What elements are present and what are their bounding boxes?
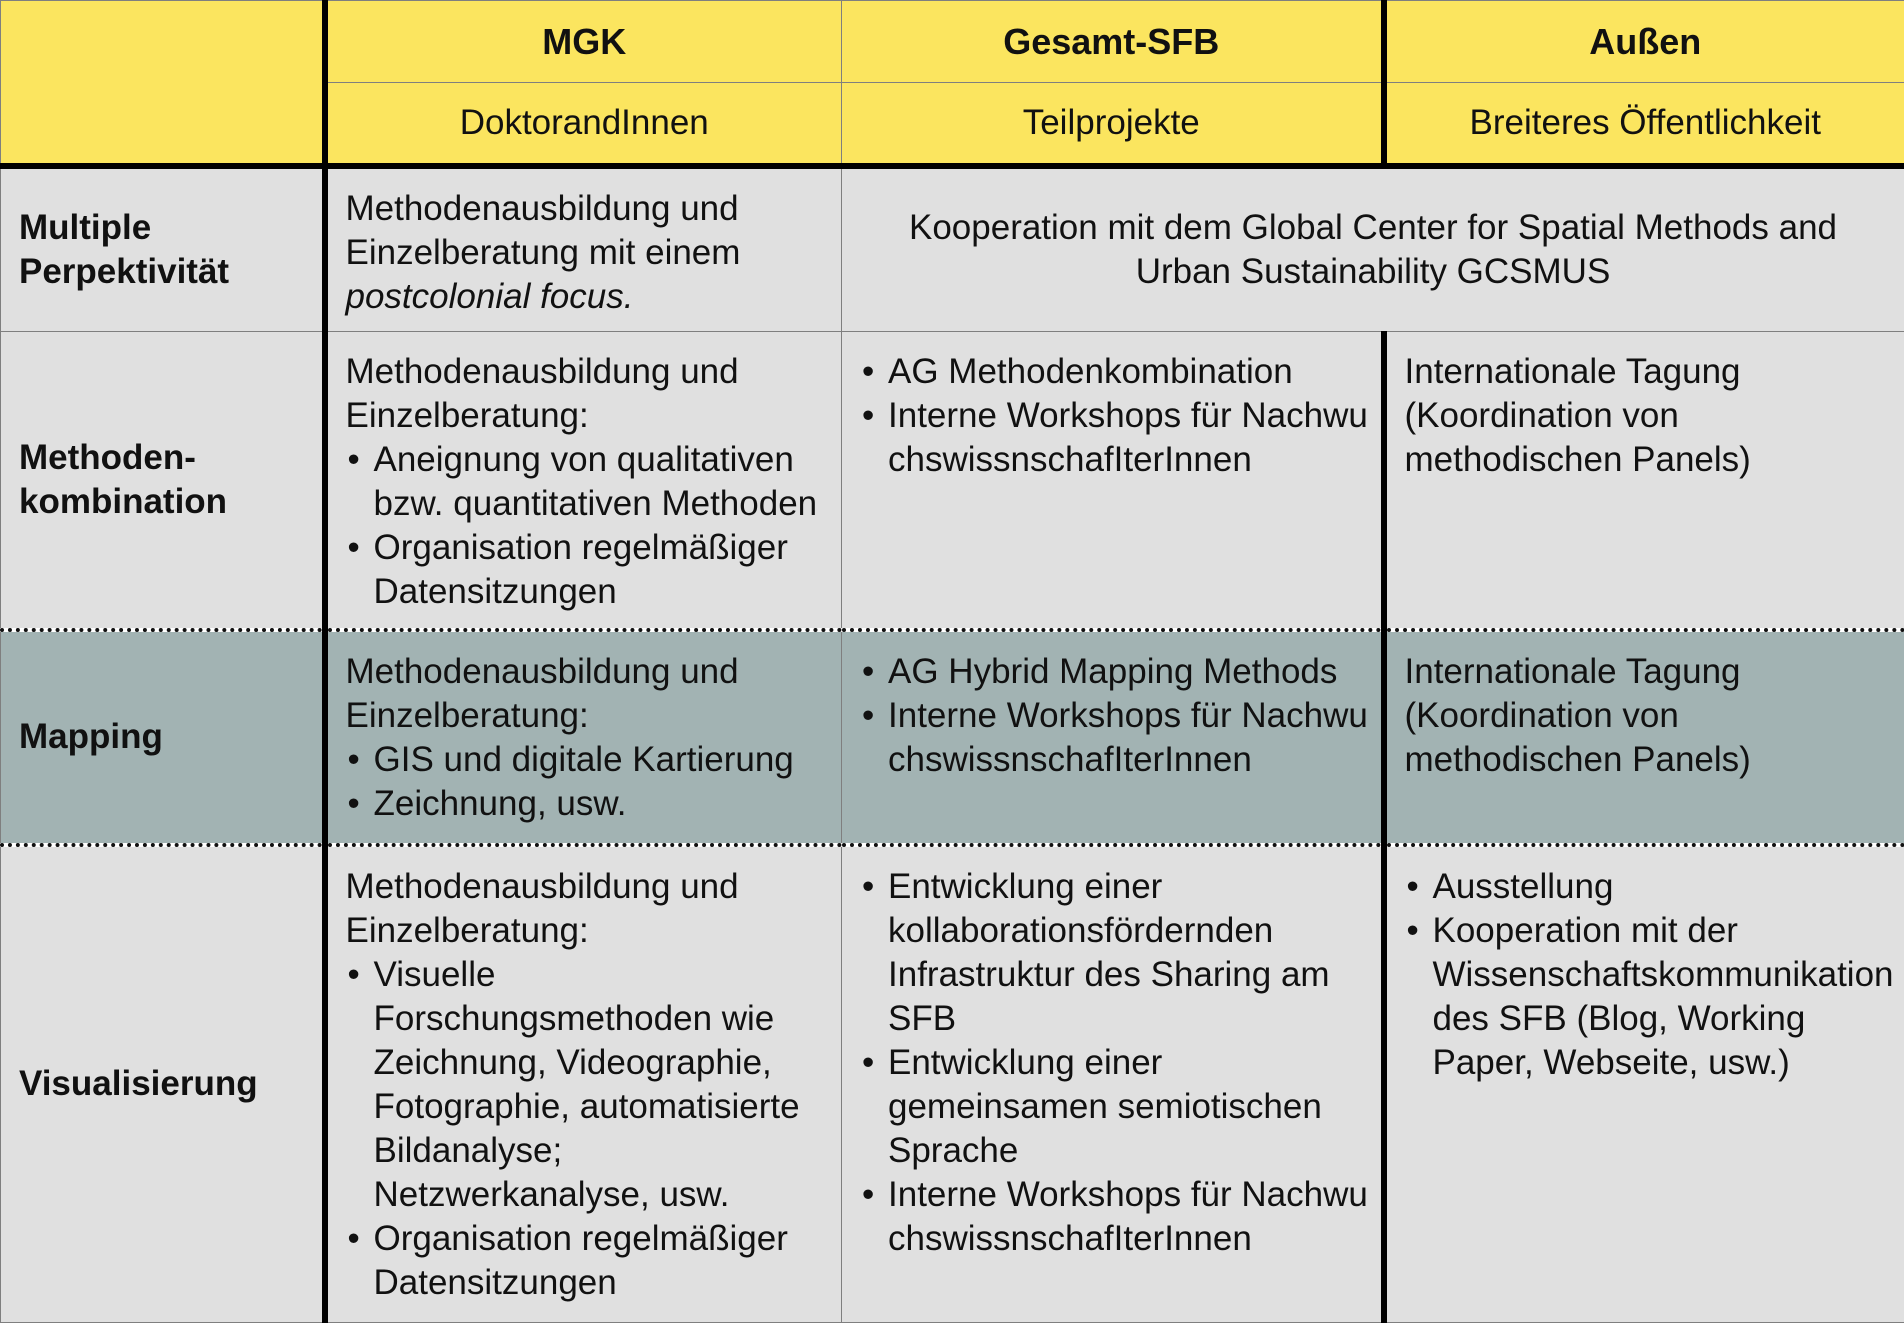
subheader-doktorandinnen: DoktorandInnen [325, 83, 842, 166]
list-item: • Interne Workshops für NachwuchswissnschafIterInnen [860, 394, 1369, 482]
header-row [1, 1, 1904, 83]
cell-text: Methodenausbildung und Einzelberatung mit einem [346, 189, 741, 272]
cell-methoden-sfb [842, 332, 1384, 630]
cell-methoden-mgk [325, 332, 842, 630]
cell-multiple-merged: Kooperation mit dem Global Center for Spatial Methods and Urban Sustainability GCSMUS [842, 166, 1904, 332]
list-item: • Organisation regelmäßiger Datensitzungen [346, 526, 830, 614]
header-aussen: Außen [1384, 1, 1904, 83]
list-item: • AG Methodenkombination [860, 350, 1369, 394]
list-item: • Kooperation mit der Wissenschaftskommunikation des SFB (Blog, Working Paper, Webseite, usw.) [1405, 909, 1893, 1085]
list-item: • Entwicklung einer kollaborationsfördernden Infrastruktur des Sharing am SFB [860, 865, 1369, 1041]
list-item: • Zeichnung, usw. [346, 782, 830, 826]
row-label-line: Perpektivität [19, 250, 322, 294]
list-item: • Ausstellung [1405, 865, 1893, 909]
list-item: • Entwicklung einer gemeinsamen semiotischen Sprache [860, 1041, 1369, 1173]
subheader-oeffentlichkeit: Breiteres Öffentlichkeit [1384, 83, 1904, 166]
header-corner [1, 1, 325, 166]
row-label-line: kombination [19, 480, 322, 524]
row-label-line: Methoden- [19, 436, 322, 480]
row-label-line: Multiple [19, 206, 322, 250]
cell-multiple-mgk [325, 166, 842, 332]
cell-visual-sfb [842, 845, 1384, 1323]
list-item: • Interne Workshops für NachwuchswissnschafIterInnen [860, 694, 1369, 782]
row-multiple-perspektivitaet [1, 166, 1904, 332]
cell-mapping-mgk [325, 630, 842, 845]
row-label-multiple [1, 166, 325, 332]
cell-visual-aussen [1384, 845, 1904, 1323]
row-label-methodenkombination [1, 332, 325, 630]
header-gesamt-sfb: Gesamt-SFB [842, 1, 1384, 83]
list-item: • GIS und digitale Kartierung [346, 738, 830, 782]
list-item: • Organisation regelmäßiger Datensitzungen [346, 1217, 830, 1305]
header-mgk: MGK [325, 1, 842, 83]
row-label-visualisierung: Visualisierung [1, 845, 325, 1323]
cell-visual-mgk [325, 845, 842, 1323]
cell-intro: Methodenausbildung und Einzelberatung: [346, 865, 830, 953]
list-item: • Visuelle Forschungsmethoden wie Zeichnung, Videographie, Fotographie, automatisierte Bildanalyse; Netzwerkanalyse, usw. [346, 953, 830, 1217]
cell-methoden-aussen: Internationale Tagung (Koordination von methodischen Panels) [1384, 332, 1904, 630]
cell-intro: Methodenausbildung und Einzelberatung: [346, 650, 830, 738]
row-mapping [1, 630, 1904, 845]
cell-mapping-aussen: Internationale Tagung (Koordination von methodischen Panels) [1384, 630, 1904, 845]
cell-intro: Methodenausbildung und Einzelberatung: [346, 350, 830, 438]
row-visualisierung [1, 845, 1904, 1323]
list-item: • AG Hybrid Mapping Methods [860, 650, 1369, 694]
list-item: • Interne Workshops für NachwuchswissnschafIterInnen [860, 1173, 1369, 1261]
italic-text: postcolonial focus. [346, 275, 830, 319]
list-item: • Aneignung von qualitativen bzw. quantitativen Methoden [346, 438, 830, 526]
subheader-teilprojekte: Teilprojekte [842, 83, 1384, 166]
row-methodenkombination [1, 332, 1904, 630]
row-label-mapping: Mapping [1, 630, 325, 845]
cell-mapping-sfb [842, 630, 1384, 845]
